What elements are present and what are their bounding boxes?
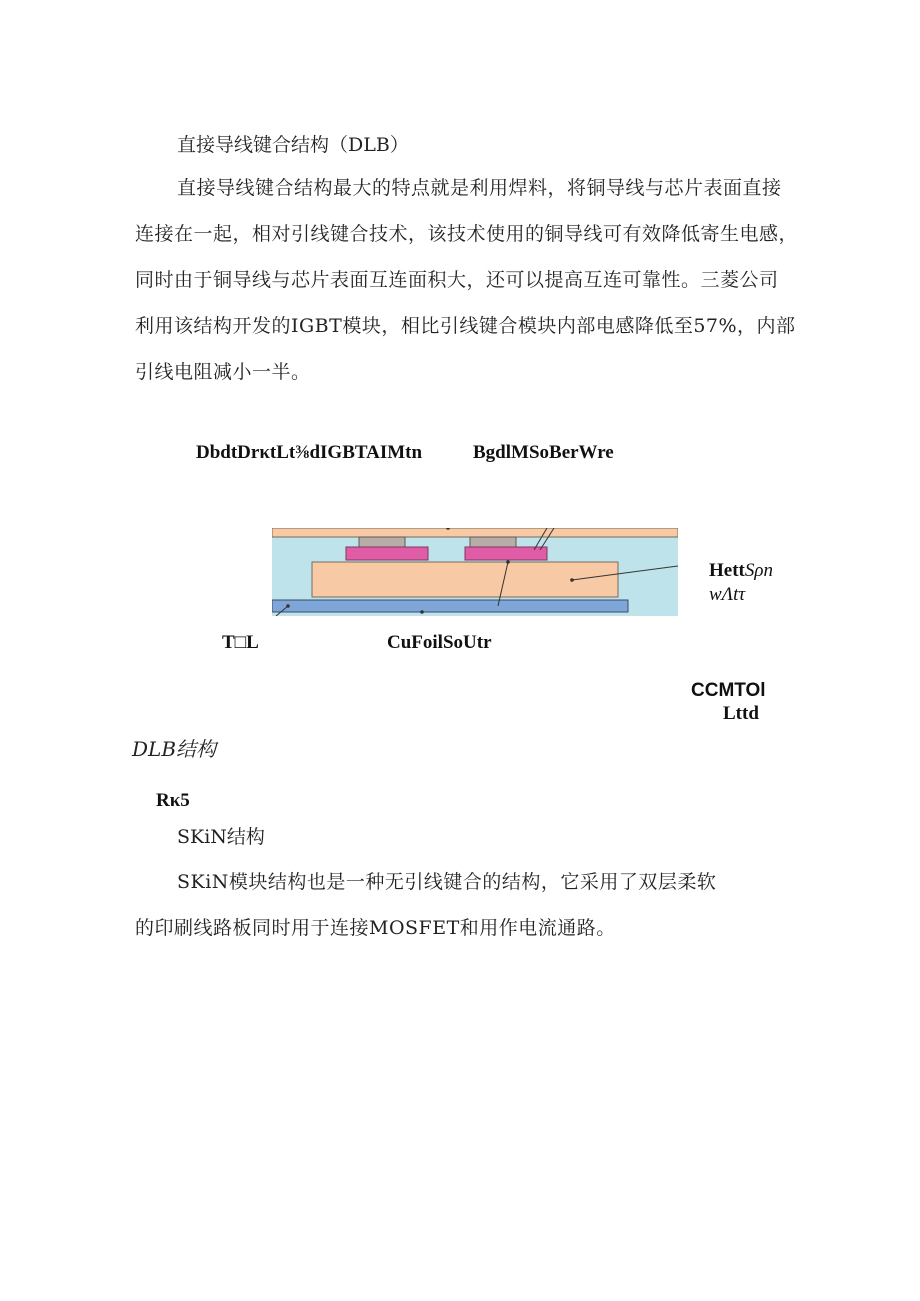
bottom-label-left: T□L <box>222 632 259 653</box>
side-label-2: wΛtτ <box>709 584 746 605</box>
figure-caption: DLB结构 <box>132 737 217 761</box>
reference-label: Rκ5 <box>156 790 190 811</box>
paragraph-line: 直接导线键合结构最大的特点就是利用焊料，将铜导线与芯片表面直接 <box>177 177 782 199</box>
paragraph-line: SKiN模块结构也是一种无引线键合的结构，它采用了双层柔软 <box>177 871 717 893</box>
figure-label-right: BgdlMSoBerWre <box>473 442 614 463</box>
figure-label-left: DbdtDrκtLt⅜dIGBTAIMtn <box>196 442 423 463</box>
paragraph-line: 同时由于铜导线与芯片表面互连面积大，还可以提高互连可靠性。三菱公司 <box>135 269 779 291</box>
paragraph-line: 的印刷线路板同时用于连接MOSFET和用作电流通路。 <box>135 917 616 939</box>
leader-dot <box>506 560 510 564</box>
corner-label-1: CCMTOl <box>691 680 766 701</box>
skin-paragraph <box>135 859 815 951</box>
bottom-label-center: CuFoilSoUtr <box>387 632 492 653</box>
section-heading-dlb: 直接导线键合结构（DLB） <box>177 134 409 156</box>
paragraph-line: 连接在一起，相对引线键合技术，该技术使用的铜导线可有效降低寄生电感， <box>135 223 799 245</box>
insulating-substrate <box>272 600 628 612</box>
section-heading-skin: SKiN结构 <box>177 826 265 848</box>
side-label-1a: Hett <box>709 560 745 581</box>
paragraph-line: 利用该结构开发的IGBT模块，相比引线键合模块内部电感降低至57%，内部 <box>135 315 796 337</box>
leader-dot <box>570 578 574 582</box>
paragraph-line: 引线电阻减小一半。 <box>135 361 311 383</box>
copper-lead <box>272 528 678 537</box>
leader-dot <box>420 610 424 614</box>
igbt-chip <box>346 547 428 560</box>
dlb-structure-diagram <box>272 528 678 616</box>
leader-dot <box>286 604 290 608</box>
dlb-paragraph <box>135 165 815 395</box>
side-label-1b: Sρn <box>744 560 773 581</box>
side-label-1 <box>709 560 773 582</box>
corner-label-2: Lttd <box>723 703 759 724</box>
